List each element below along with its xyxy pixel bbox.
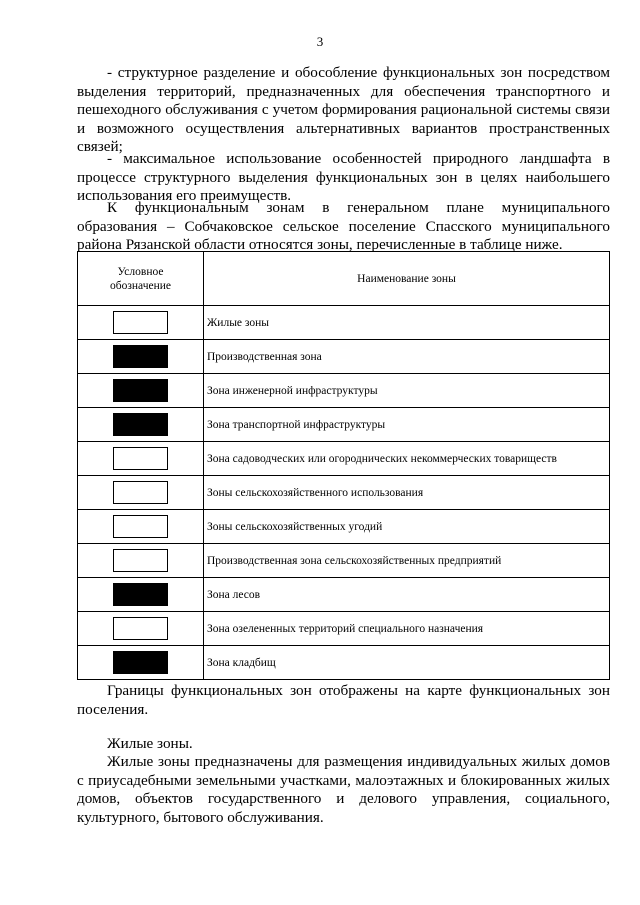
legend-symbol-cell (78, 578, 204, 612)
table-row (78, 408, 610, 442)
table-row (78, 544, 610, 578)
zones-table (77, 251, 610, 680)
legend-swatch (113, 583, 168, 606)
table-row (78, 442, 610, 476)
zone-name: Зоны сельскохозяйственного использования (204, 476, 610, 510)
zone-name: Жилые зоны (204, 306, 610, 340)
table-row (78, 646, 610, 680)
section-paragraph: Жилые зоны предназначены для размещения индивидуальных жилых домов с приусадебными земельными участками, малоэтажных и блокированных жилых домов, объектов государственного и делового управления, социального, культурного, бытового обслуживания. (77, 753, 610, 826)
legend-symbol-cell (78, 510, 204, 544)
legend-symbol-cell (78, 306, 204, 340)
legend-swatch (113, 311, 168, 334)
zone-name: Зона транспортной инфраструктуры (204, 408, 610, 442)
header-symbol: Условное обозначение (78, 252, 204, 306)
table-row (78, 476, 610, 510)
table-row (78, 578, 610, 612)
legend-symbol-cell (78, 408, 204, 442)
legend-symbol-cell (78, 544, 204, 578)
legend-swatch (113, 481, 168, 504)
legend-swatch (113, 549, 168, 572)
legend-symbol-cell (78, 340, 204, 374)
legend-swatch (113, 447, 168, 470)
table-row (78, 374, 610, 408)
zone-name: Производственная зона сельскохозяйственных предприятий (204, 544, 610, 578)
bullet-paragraph-1: - структурное разделение и обособление функциональных зон посредством выделения территорий, предназначенных для обеспечения транспортного и пешеходного обслуживания с учетом формирования рациональной системы связи и возможного осуществления альтернативных вариантов пространственных связей; (77, 64, 610, 156)
legend-symbol-cell (78, 374, 204, 408)
header-zone-name: Наименование зоны (204, 252, 610, 306)
table-row (78, 612, 610, 646)
table-header-row (78, 252, 610, 306)
zone-name: Зона озелененных территорий специального назначения (204, 612, 610, 646)
table-row (78, 340, 610, 374)
zone-name: Производственная зона (204, 340, 610, 374)
zone-name: Зона лесов (204, 578, 610, 612)
zone-name: Зона инженерной инфраструктуры (204, 374, 610, 408)
legend-swatch (113, 413, 168, 436)
zone-name: Зона кладбищ (204, 646, 610, 680)
legend-symbol-cell (78, 442, 204, 476)
legend-symbol-cell (78, 646, 204, 680)
section-title: Жилые зоны. (107, 735, 193, 752)
bullet-paragraph-2: - максимальное использование особенностей природного ландшафта в процессе структурного выделения функциональных зон в целях наибольшего использования его преимуществ. (77, 150, 610, 205)
legend-symbol-cell (78, 476, 204, 510)
zone-name: Зона садоводческих или огороднических некоммерческих товариществ (204, 442, 610, 476)
zone-name: Зоны сельскохозяйственных угодий (204, 510, 610, 544)
legend-swatch (113, 651, 168, 674)
legend-swatch (113, 515, 168, 538)
legend-swatch (113, 617, 168, 640)
intro-paragraph: К функциональным зонам в генеральном плане муниципального образования – Собчаковское сельское поселение Спасского муниципального района Рязанской области относятся зоны, перечисленные в таблице ниже. (77, 199, 610, 254)
legend-swatch (113, 345, 168, 368)
table-row (78, 510, 610, 544)
after-table-paragraph: Границы функциональных зон отображены на карте функциональных зон поселения. (77, 682, 610, 718)
table-row (78, 306, 610, 340)
page-number: 3 (316, 34, 324, 49)
legend-symbol-cell (78, 612, 204, 646)
legend-swatch (113, 379, 168, 402)
